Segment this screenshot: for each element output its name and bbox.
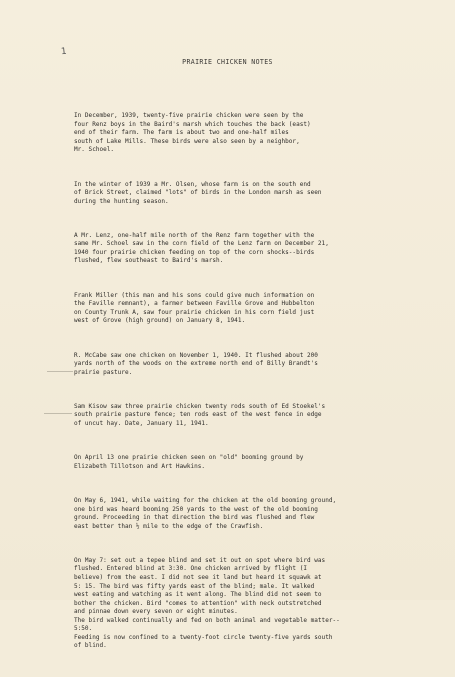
paragraph-lenz-farm: A Mr. Lenz, one-half mile north of the Renz farm together with the same Mr. Schoel saw in the corn field of the Lenz farm on December 21, 1940 four prairie chicken feeding on top of the corn shocks--birds flushed, flew southeast to Baird's marsh. (74, 231, 329, 265)
paragraph-may-7: On May 7: set out a tepee blind and set it out on spot where bird was flushed. Entered blind at 3:30. One chicken arrived by flight (I believe) from the east. I did not see it land but heard it squawk at 5: 15. The bird was fifty yards east of the blind; male. It walked west eating and watching as it went along. The blind did not seem to bother the chicken. Bird "comes to attention" with neck outstretched and pinnae down every seven or eight minutes. The bird walked continually and fed on both animal and vegetable matter-- 5:50. Feeding is now confined to a twenty-foot circle twenty-five yards south of blind. (74, 556, 340, 650)
paragraph-winter-1939: In the winter of 1939 a Mr. Olsen, whose farm is on the south end of Brick Street, claimed "lots" of birds in the London marsh as seen during the hunting season. (74, 180, 322, 205)
paragraph-sam-kisow: Sam Kisow saw three prairie chicken twenty rods south of Ed Stoekel's south prairie pasture fence; ten rods east of the west fence in edge of uncut hay. Date, January 11, 1941. (74, 402, 326, 428)
paragraph-april-13: On April 13 one prairie chicken seen on "old" booming ground by Elizabeth Tillotson and Art Hawkins. (74, 454, 304, 470)
paragraph-december-1939: In December, 1939, twenty-five prairie chicken were seen by the four Renz boys in the Baird's marsh which touches the back (east) end of their farm. The farm is about two and one-half miles south of Lake Mills. These birds were also seen by a neighbor, Mr. Schoel. (74, 112, 311, 154)
paragraph-may-6: On May 6, 1941, while waiting for the chicken at the old booming ground, one bird was heard booming 250 yards to the west of the old booming ground. Proceeding in that direction the bird was flushed and flew east better than ½ mile to the edge of the Crawfish. (74, 497, 337, 530)
page-title: PRAIRIE CHICKEN NOTES (182, 58, 273, 66)
notes-body (74, 95, 424, 677)
margin-mark: 1 (60, 46, 67, 58)
stray-mark (47, 371, 73, 372)
stray-mark (44, 413, 72, 414)
paragraph-frank-miller: Frank Miller (this man and his sons could give much information on the Faville remnant), a farmer between Faville Grove and Hubbelton on County Trunk A, saw four prairie chicken in his corn field just west of Grove (high ground) on January 8, 1941. (74, 291, 315, 325)
paragraph-mccabe: R. McCabe saw one chicken on November 1, 1940. It flushed about 200 yards north of the woods on the extreme north end of Billy Brandt's prairie pasture. (74, 351, 318, 376)
